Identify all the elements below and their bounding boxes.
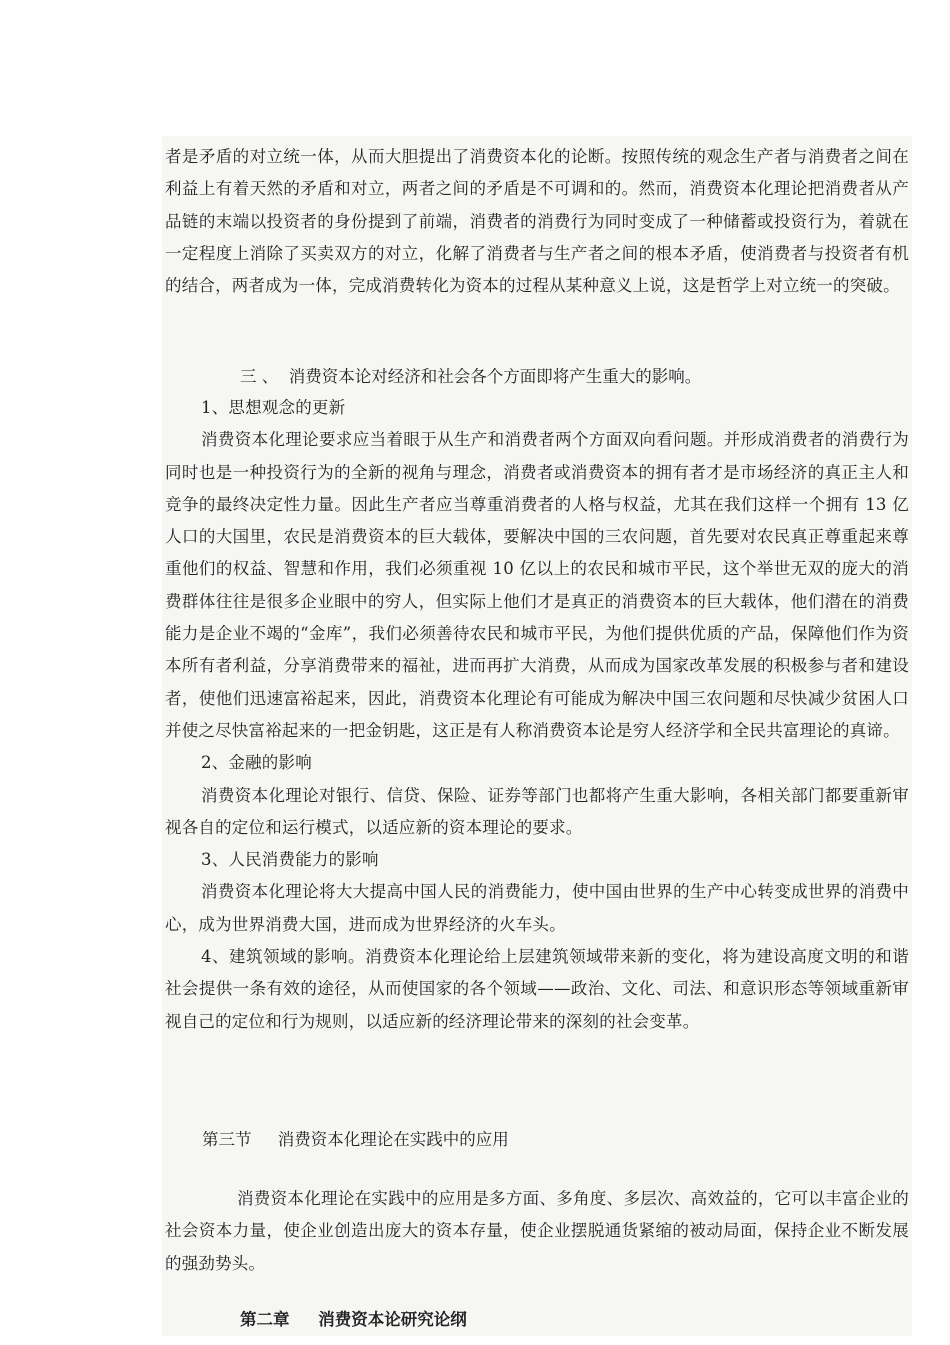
intro-paragraph-block [165, 141, 909, 302]
section-three-body-block [165, 1183, 909, 1280]
subsections-block [165, 392, 909, 1038]
subsection-3-heading: 3、人民消费能力的影响 [201, 850, 379, 870]
section-three-heading: 第三节 消费资本化理论在实践中的应用 [202, 1130, 509, 1149]
section-heading: 三 、 消费资本论对经济和社会各个方面即将产生重大的影响。 [240, 367, 702, 386]
subsection-3-body: 消费资本化理论将大大提高中国人民的消费能力，使中国由世界的生产中心转变成世界的消费中心，成为世界消费大国，进而成为世界经济的火车头。 [165, 882, 909, 934]
subsection-1-body: 消费资本化理论要求应当着眼于从生产和消费者两个方面双向看问题。并形成消费者的消费行为同时也是一种投资行为的全新的视角与理念，消费者或消费资本的拥有者才是市场经济的真正主人和竞争的最终决定性力量。因此生产者应当尊重消费者的人格与权益，尤其在我们这样一个拥有 13 亿人口的大国里，农民是消费资本的巨大载体，要解决中国的三农问题，首先要对农民真正尊重起来尊重他们的权益、智慧和作用，我们必须重视 10 亿以上的农民和城市平民，这个举世无双的庞大的消费群体往往是很多企业眼中的穷人，但实际上他们才是真正的消费资本的巨大载体，他们潜在的消费能力是企业不竭的“金库”，我们必须善待农民和城市平民，为他们提供优质的产品，保障他们作为资本所有者利益，分享消费带来的福祉，进而再扩大消费，从而成为国家改革发展的积极参与者和建设者，使他们迅速富裕起来，因此，消费资本化理论有可能成为解决中国三农问题和尽快减少贫困人口并使之尽快富裕起来的一把金钥匙，这正是有人称消费资本论是穷人经济学和全民共富理论的真谛。 [165, 430, 909, 740]
intro-paragraph: 者是矛盾的对立统一体，从而大胆提出了消费资本化的论断。按照传统的观念生产者与消费者之间在利益上有着天然的矛盾和对立，两者之间的矛盾是不可调和的。然而，消费资本化理论把消费者从产品链的末端以投资者的身份提到了前端，消费者的消费行为同时变成了一种储蓄或投资行为，着就在一定程度上消除了买卖双方的对立，化解了消费者与生产者之间的根本矛盾，使消费者与投资者有机的结合，两者成为一体，完成消费转化为资本的过程从某种意义上说，这是哲学上对立统一的突破。 [165, 147, 909, 296]
chapter-two-heading: 第二章 消费资本论研究论纲 [240, 1310, 467, 1329]
subsection-2-heading: 2、金融的影响 [201, 753, 312, 773]
section-three-body: 消费资本化理论在实践中的应用是多方面、多角度、多层次、高效益的，它可以丰富企业的社会资本力量，使企业创造出庞大的资本存量，使企业摆脱通货紧缩的被动局面，保持企业不断发展的强劲势头。 [165, 1189, 909, 1273]
subsection-1-heading: 1、思想观念的更新 [201, 398, 346, 417]
subsection-4-body: 4、建筑领域的影响。消费资本化理论给上层建筑领域带来新的变化，将为建设高度文明的和谐社会提供一条有效的途径，从而使国家的各个领域——政治、文化、司法、和意识形态等领域重新审视自己的定位和行为规则，以适应新的经济理论带来的深刻的社会变革。 [165, 947, 909, 1031]
subsection-2-body: 消费资本化理论对银行、信贷、保险、证券等部门也都将产生重大影响，各相关部门都要重新审视各自的定位和运行模式，以适应新的资本理论的要求。 [165, 785, 909, 837]
